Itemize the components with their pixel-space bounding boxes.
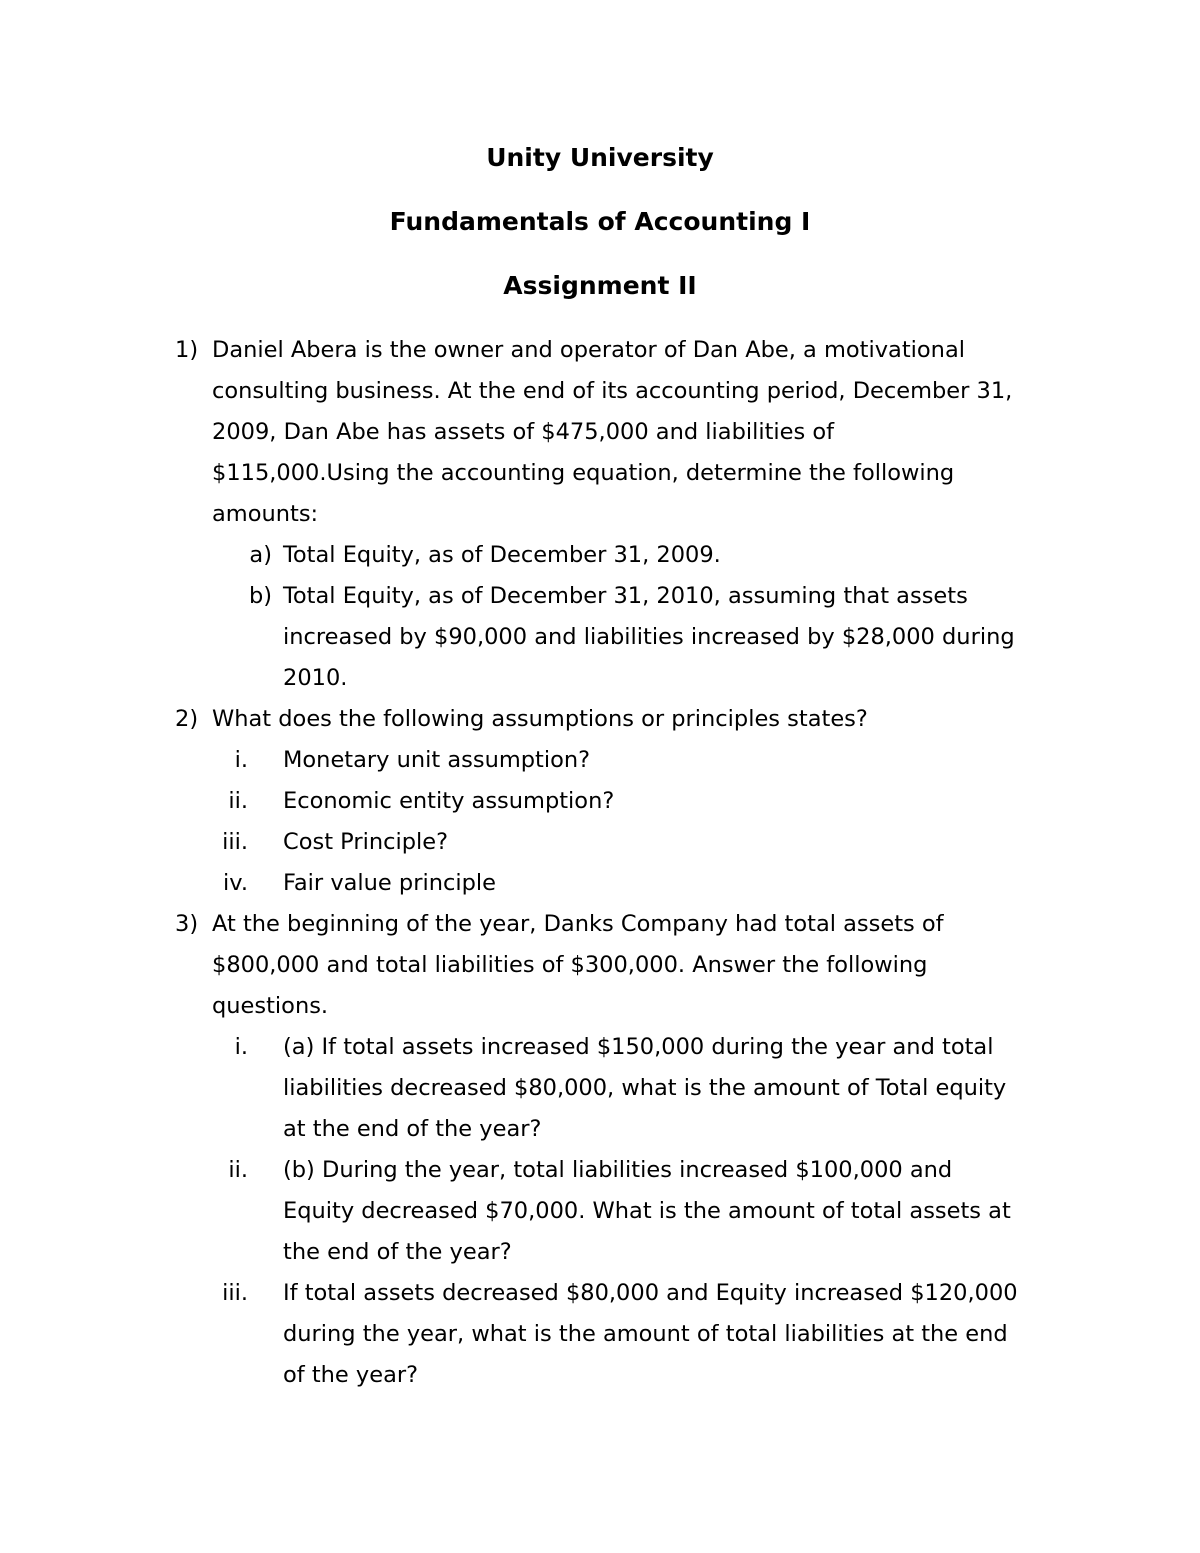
question-text: $115,000.Using the accounting equation, determine the following	[212, 460, 955, 486]
question-1-line	[0, 453, 1200, 494]
question-1-part-a	[0, 535, 1200, 576]
question-number: 1)	[175, 337, 199, 363]
question-1-part-b	[0, 658, 1200, 699]
part-label: ii.	[228, 1157, 248, 1183]
part-text: If total assets decreased $80,000 and Equity increased $120,000	[283, 1280, 1018, 1306]
part-text: 2010.	[283, 665, 348, 691]
part-label: i.	[234, 1034, 248, 1060]
part-label: iii.	[222, 829, 248, 855]
question-text: consulting business. At the end of its accounting period, December 31,	[212, 378, 1013, 404]
question-2-part-iv	[0, 863, 1200, 904]
university-title: Unity University	[486, 143, 714, 172]
question-text: 2009, Dan Abe has assets of $475,000 and liabilities of	[212, 419, 835, 445]
question-text: $800,000 and total liabilities of $300,000. Answer the following	[212, 952, 928, 978]
question-2-part-iii	[0, 822, 1200, 863]
question-text: What does the following assumptions or principles states?	[212, 706, 868, 732]
part-text: Total Equity, as of December 31, 2010, assuming that assets	[283, 583, 968, 609]
question-3-line	[0, 945, 1200, 986]
part-text: Monetary unit assumption?	[283, 747, 591, 773]
question-2-part-ii	[0, 781, 1200, 822]
question-3-part-ii	[0, 1150, 1200, 1191]
question-text: At the beginning of the year, Danks Company had total assets of	[212, 911, 944, 937]
question-3-part-ii	[0, 1232, 1200, 1273]
question-1-part-b	[0, 617, 1200, 658]
question-1-line	[0, 371, 1200, 412]
question-text: Daniel Abera is the owner and operator of Dan Abe, a motivational	[212, 337, 965, 363]
part-text: increased by $90,000 and liabilities increased by $28,000 during	[283, 624, 1015, 650]
question-3-part-i	[0, 1109, 1200, 1150]
question-2-line	[0, 699, 1200, 740]
part-text: Economic entity assumption?	[283, 788, 615, 814]
question-number: 3)	[175, 911, 199, 937]
part-label: i.	[234, 747, 248, 773]
part-text: Equity decreased $70,000. What is the amount of total assets at	[283, 1198, 1011, 1224]
question-3-line	[0, 986, 1200, 1027]
question-1-part-b	[0, 576, 1200, 617]
question-3-part-iii	[0, 1273, 1200, 1314]
part-label: b)	[248, 583, 272, 609]
part-text: Fair value principle	[283, 870, 496, 896]
part-text: the end of the year?	[283, 1239, 512, 1265]
question-2-part-i	[0, 740, 1200, 781]
question-3-line	[0, 904, 1200, 945]
question-1-line	[0, 330, 1200, 371]
part-label: a)	[249, 542, 272, 568]
question-3-part-iii	[0, 1355, 1200, 1396]
part-text: Cost Principle?	[283, 829, 449, 855]
question-number: 2)	[175, 706, 199, 732]
part-label: iii.	[222, 1280, 248, 1306]
question-text: questions.	[212, 993, 329, 1019]
part-text: of the year?	[283, 1362, 419, 1388]
assignment-title: Assignment II	[503, 271, 697, 300]
part-text: Total Equity, as of December 31, 2009.	[283, 542, 721, 568]
question-list	[0, 330, 1200, 1396]
part-text: at the end of the year?	[283, 1116, 542, 1142]
question-3-part-i	[0, 1068, 1200, 1109]
question-3-part-ii	[0, 1191, 1200, 1232]
part-text: (b) During the year, total liabilities increased $100,000 and	[283, 1157, 953, 1183]
part-text: liabilities decreased $80,000, what is the amount of Total equity	[283, 1075, 1007, 1101]
question-1-line	[0, 412, 1200, 453]
question-3-part-i	[0, 1027, 1200, 1068]
course-title: Fundamentals of Accounting I	[389, 207, 811, 236]
part-label: ii.	[228, 788, 248, 814]
question-text: amounts:	[212, 501, 319, 527]
question-1-line	[0, 494, 1200, 535]
part-text: during the year, what is the amount of total liabilities at the end	[283, 1321, 1008, 1347]
part-label: iv.	[223, 870, 248, 896]
part-text: (a) If total assets increased $150,000 during the year and total	[283, 1034, 994, 1060]
question-3-part-iii	[0, 1314, 1200, 1355]
